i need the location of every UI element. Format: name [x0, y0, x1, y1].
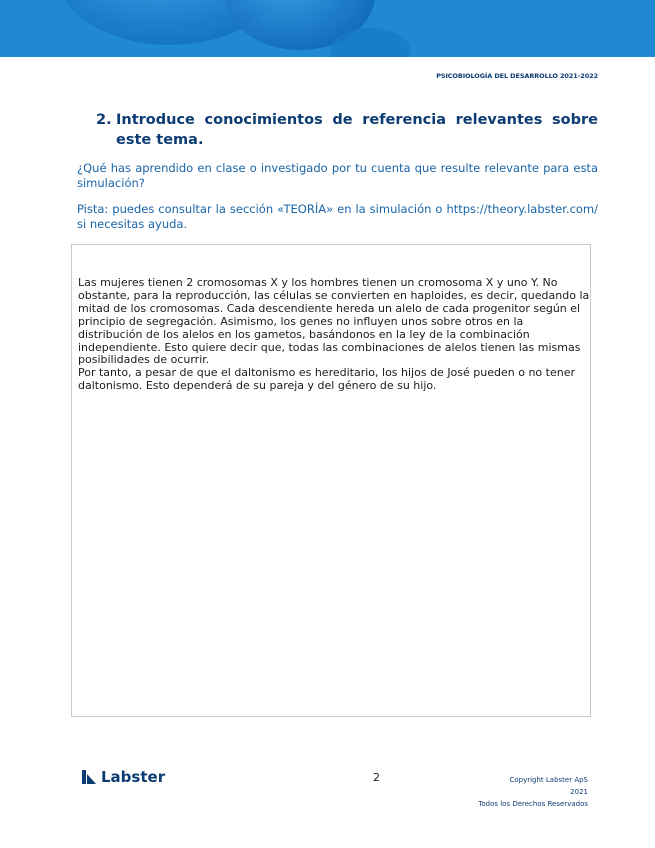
page-number: 2: [373, 771, 380, 784]
answer-box[interactable]: [71, 244, 591, 717]
copyright-block: [478, 774, 588, 810]
labster-logo-icon: [82, 770, 97, 784]
logo-text: Labster: [101, 768, 166, 786]
labster-logo: [82, 768, 165, 786]
decorative-spheres: [0, 0, 655, 57]
copyright-line: Copyright Labster ApS: [509, 776, 588, 784]
course-title: PSICOBIOLOGÍA DEL DESARROLLO 2021-2022: [436, 72, 598, 80]
section-title: Introduce conocimientos de referencia relevantes sobre este tema.: [116, 112, 598, 148]
rights-line: Todos los Derechos Reservados: [478, 800, 588, 808]
section-heading: [96, 110, 598, 150]
section-number: 2.: [96, 112, 112, 128]
answer-text[interactable]: Las mujeres tienen 2 cromosomas X y los hombres tienen un cromosoma X y uno Y. No obstante, para la reproducción, las células se convierten en haploides, es decir, quedando la mitad de los cromosomas. Cada descendiente hereda un alelo de cada progenitor según el principio de segregación. Asimismo, los genes no influyen unos sobre otros en la distribución de los alelos en los gametos, basándonos en la ley de la combinación independiente. Esto quiere decir que, todas las combinaciones de alelos tienen las mismas posibilidades de ocurrir. Por tanto, a pesar de que el daltonismo es hereditario, los hijos de José pueden o no tener daltonismo. Esto dependerá de su pareja y del género de su hijo.: [78, 276, 590, 393]
hint-text: Pista: puedes consultar la sección «TEORÍA» en la simulación o https://theory.labster.com/ si necesitas ayuda.: [77, 202, 598, 231]
question-text: ¿Qué has aprendido en clase o investigado por tu cuenta que resulte relevante para esta simulación?: [77, 161, 598, 190]
copyright-year: 2021: [570, 788, 588, 796]
header-banner: [0, 0, 655, 57]
